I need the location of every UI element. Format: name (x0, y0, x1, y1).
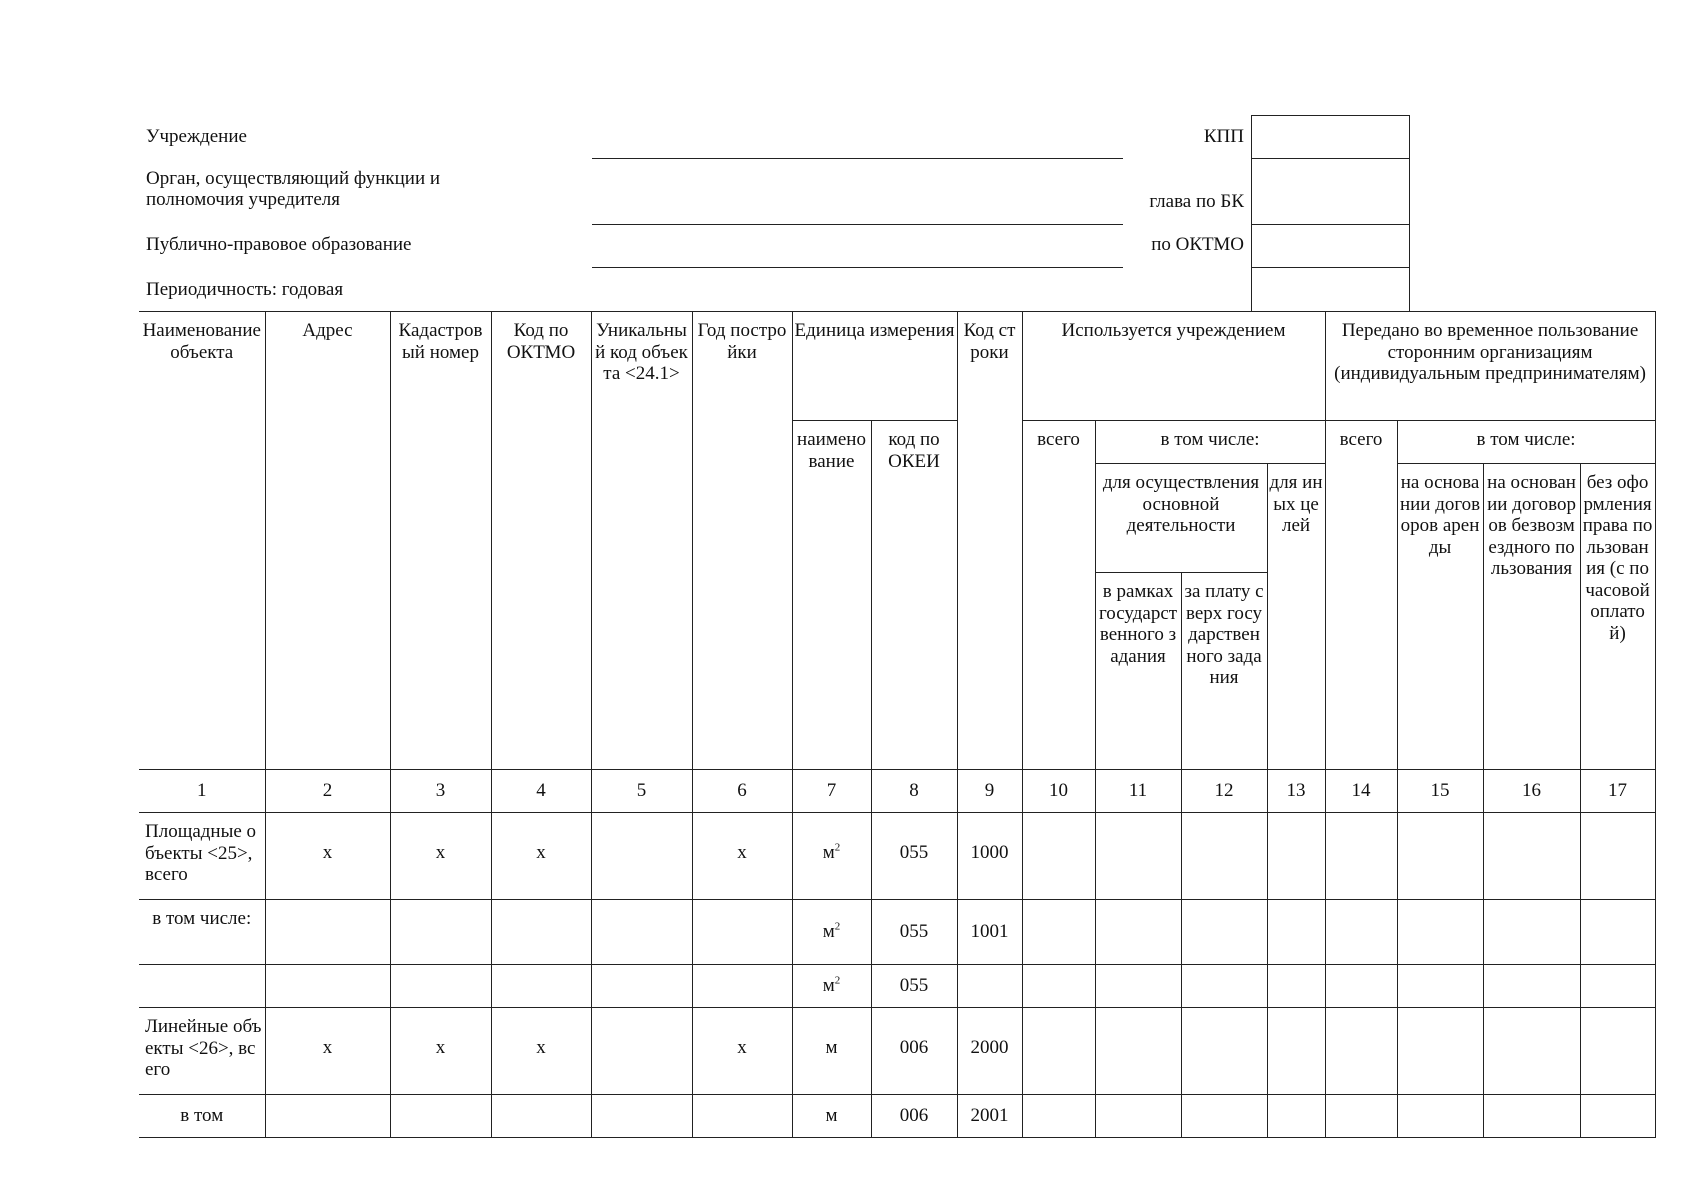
col-header-free-use: на основании договоров безвозмездного пользования (1483, 464, 1580, 770)
cell-unit (792, 965, 871, 1008)
cell-value[interactable] (1325, 1008, 1397, 1095)
col-number: 7 (792, 770, 871, 813)
cell-value[interactable] (1022, 1095, 1095, 1138)
table-row (139, 1008, 1655, 1095)
cell-unique-code[interactable] (591, 1095, 692, 1138)
col-header-transferred-total: всего (1325, 421, 1397, 770)
cell-value[interactable] (1181, 1095, 1267, 1138)
col-header-transferred-including: в том числе: (1397, 421, 1655, 464)
cell-value[interactable] (1483, 813, 1580, 900)
unit-sup: 2 (834, 920, 841, 933)
cell-value[interactable] (1397, 1008, 1483, 1095)
unit-text: м (825, 1105, 838, 1127)
row-name: Площадные объекты <25>, всего (139, 813, 265, 900)
cell-value[interactable] (1267, 900, 1325, 965)
unit-text: м (825, 1037, 838, 1059)
cell-cadastral[interactable] (390, 965, 491, 1008)
col-number: 15 (1397, 770, 1483, 813)
cell-value[interactable] (1022, 1008, 1095, 1095)
col-header-cadastral-number: Кадастровый номер (390, 312, 491, 770)
cell-value[interactable] (1095, 965, 1181, 1008)
cell-unique-code[interactable] (591, 1008, 692, 1095)
col-number: 14 (1325, 770, 1397, 813)
cell-value[interactable] (1397, 1095, 1483, 1138)
cell-value[interactable] (1580, 1008, 1655, 1095)
col-number: 8 (871, 770, 957, 813)
glava-bk-label: глава по БК (1149, 191, 1244, 212)
cell-address[interactable] (265, 900, 390, 965)
institution-label: Учреждение (146, 126, 247, 147)
cell-cadastral[interactable]: x (390, 1008, 491, 1095)
cell-value[interactable] (1095, 1008, 1181, 1095)
cell-value[interactable] (1095, 900, 1181, 965)
glava-bk-code-box[interactable] (1251, 158, 1410, 225)
col-header-oktmo-code: Код по ОКТМО (491, 312, 591, 770)
table-row (139, 900, 1655, 965)
cell-value[interactable] (1022, 900, 1095, 965)
cell-oktmo[interactable] (491, 900, 591, 965)
column-number-row (139, 770, 1655, 813)
col-number: 11 (1095, 770, 1181, 813)
cell-unique-code[interactable] (591, 900, 692, 965)
cell-value[interactable] (1181, 813, 1267, 900)
cell-address[interactable]: x (265, 813, 390, 900)
cell-oktmo[interactable]: x (491, 1008, 591, 1095)
kpp-label: КПП (1203, 126, 1244, 147)
cell-unit (792, 813, 871, 900)
col-header-used-group: Используется учреждением (1022, 312, 1325, 421)
cell-row-code: 2000 (957, 1008, 1022, 1095)
cell-value[interactable] (1022, 965, 1095, 1008)
cell-value[interactable] (1483, 1095, 1580, 1138)
cell-value[interactable] (1580, 900, 1655, 965)
col-number: 9 (957, 770, 1022, 813)
cell-unit (792, 1095, 871, 1138)
cell-value[interactable] (1267, 965, 1325, 1008)
institution-line (592, 158, 1123, 159)
cell-value[interactable] (1095, 1095, 1181, 1138)
cell-okei: 006 (871, 1095, 957, 1138)
unit-sup: 2 (834, 974, 841, 987)
cell-row-code: 2001 (957, 1095, 1022, 1138)
cell-value[interactable] (1397, 965, 1483, 1008)
col-number: 2 (265, 770, 390, 813)
col-number: 12 (1181, 770, 1267, 813)
col-header-paid-over-assignment: за плату сверх государственного задания (1181, 573, 1267, 770)
col-number: 4 (491, 770, 591, 813)
oktmo-label: по ОКТМО (1151, 234, 1244, 255)
cell-okei: 055 (871, 965, 957, 1008)
col-number: 5 (591, 770, 692, 813)
table-row (139, 1095, 1655, 1138)
cell-value[interactable] (1580, 965, 1655, 1008)
table-row (139, 813, 1655, 900)
cell-value[interactable] (1397, 900, 1483, 965)
public-entity-label: Публично-правовое образование (146, 234, 412, 255)
cell-build-year[interactable] (692, 1095, 792, 1138)
cell-value[interactable] (1397, 813, 1483, 900)
col-header-hourly: без оформления права пользования (с почасовой оплатой) (1580, 464, 1655, 770)
oktmo-code-box[interactable] (1251, 224, 1410, 268)
unit-sup: 2 (834, 841, 841, 854)
col-header-unit-group: Единица измерения (792, 312, 957, 421)
cell-oktmo[interactable] (491, 965, 591, 1008)
cell-build-year[interactable]: x (692, 813, 792, 900)
cell-build-year[interactable] (692, 900, 792, 965)
col-header-build-year: Год постройки (692, 312, 792, 770)
cell-address[interactable]: x (265, 1008, 390, 1095)
cell-value[interactable] (1181, 965, 1267, 1008)
cell-address[interactable] (265, 965, 390, 1008)
cell-oktmo[interactable]: x (491, 813, 591, 900)
cell-row-code[interactable] (957, 965, 1022, 1008)
cell-build-year[interactable] (692, 965, 792, 1008)
col-header-okei-code: код по ОКЕИ (871, 421, 957, 770)
unit-text: м (822, 921, 835, 943)
cell-okei: 055 (871, 813, 957, 900)
property-table (139, 311, 1656, 1138)
table-row (139, 965, 1655, 1008)
cell-unit (792, 900, 871, 965)
col-number: 10 (1022, 770, 1095, 813)
public-entity-line (592, 267, 1123, 268)
cell-okei: 055 (871, 900, 957, 965)
row-name: Линейные объекты <26>, всего (139, 1008, 265, 1095)
cell-value[interactable] (1181, 900, 1267, 965)
cell-unique-code[interactable] (591, 965, 692, 1008)
cell-row-code: 1000 (957, 813, 1022, 900)
col-number: 17 (1580, 770, 1655, 813)
cell-value[interactable] (1325, 900, 1397, 965)
periodicity-label: Периодичность: годовая (146, 279, 344, 300)
cell-build-year[interactable]: x (692, 1008, 792, 1095)
cell-row-code: 1001 (957, 900, 1022, 965)
col-header-main-activity: для осуществления основной деятельности (1095, 464, 1267, 573)
col-number: 1 (139, 770, 265, 813)
row-name[interactable] (139, 965, 265, 1008)
col-header-lease: на основании договоров аренды (1397, 464, 1483, 770)
col-header-object-name: Наименование объекта (139, 312, 265, 770)
cell-unit (792, 1008, 871, 1095)
kpp-code-box[interactable] (1251, 115, 1410, 159)
cell-value[interactable] (1267, 813, 1325, 900)
col-header-transferred-group: Передано во временное пользование сторонним организациям (индивидуальным предпринимателям) (1325, 312, 1655, 421)
unit-text: м (822, 842, 835, 864)
col-number: 13 (1267, 770, 1325, 813)
periodicity-code-box[interactable] (1251, 267, 1410, 312)
cell-value[interactable] (1580, 1095, 1655, 1138)
cell-cadastral[interactable]: x (390, 813, 491, 900)
cell-value[interactable] (1267, 1008, 1325, 1095)
col-header-used-including: в том числе: (1095, 421, 1325, 464)
unit-text: м (822, 975, 835, 997)
cell-oktmo[interactable] (491, 1095, 591, 1138)
col-header-other-purposes: для иных целей (1267, 464, 1325, 770)
cell-value[interactable] (1095, 813, 1181, 900)
cell-cadastral[interactable] (390, 1095, 491, 1138)
col-number: 16 (1483, 770, 1580, 813)
col-header-used-total: всего (1022, 421, 1095, 770)
col-header-unit-name: наименование (792, 421, 871, 770)
cell-value[interactable] (1483, 1008, 1580, 1095)
cell-value[interactable] (1267, 1095, 1325, 1138)
cell-value[interactable] (1325, 1095, 1397, 1138)
cell-unique-code[interactable] (591, 813, 692, 900)
col-header-address: Адрес (265, 312, 390, 770)
cell-value[interactable] (1325, 965, 1397, 1008)
col-header-state-assignment: в рамках государственного задания (1095, 573, 1181, 770)
col-header-unique-code: Уникальный код объекта <24.1> (591, 312, 692, 770)
row-name: в том (139, 1095, 265, 1138)
cell-cadastral[interactable] (390, 900, 491, 965)
cell-value[interactable] (1483, 900, 1580, 965)
cell-okei: 006 (871, 1008, 957, 1095)
col-number: 6 (692, 770, 792, 813)
founder-line (592, 224, 1123, 225)
cell-value[interactable] (1022, 813, 1095, 900)
row-name: в том числе: (139, 900, 265, 965)
cell-value[interactable] (1580, 813, 1655, 900)
col-number: 3 (390, 770, 491, 813)
cell-value[interactable] (1325, 813, 1397, 900)
cell-address[interactable] (265, 1095, 390, 1138)
cell-value[interactable] (1483, 965, 1580, 1008)
cell-value[interactable] (1181, 1008, 1267, 1095)
col-header-row-code: Код строки (957, 312, 1022, 770)
founder-label: Орган, осуществляющий функции и полномочия учредителя (146, 168, 441, 210)
